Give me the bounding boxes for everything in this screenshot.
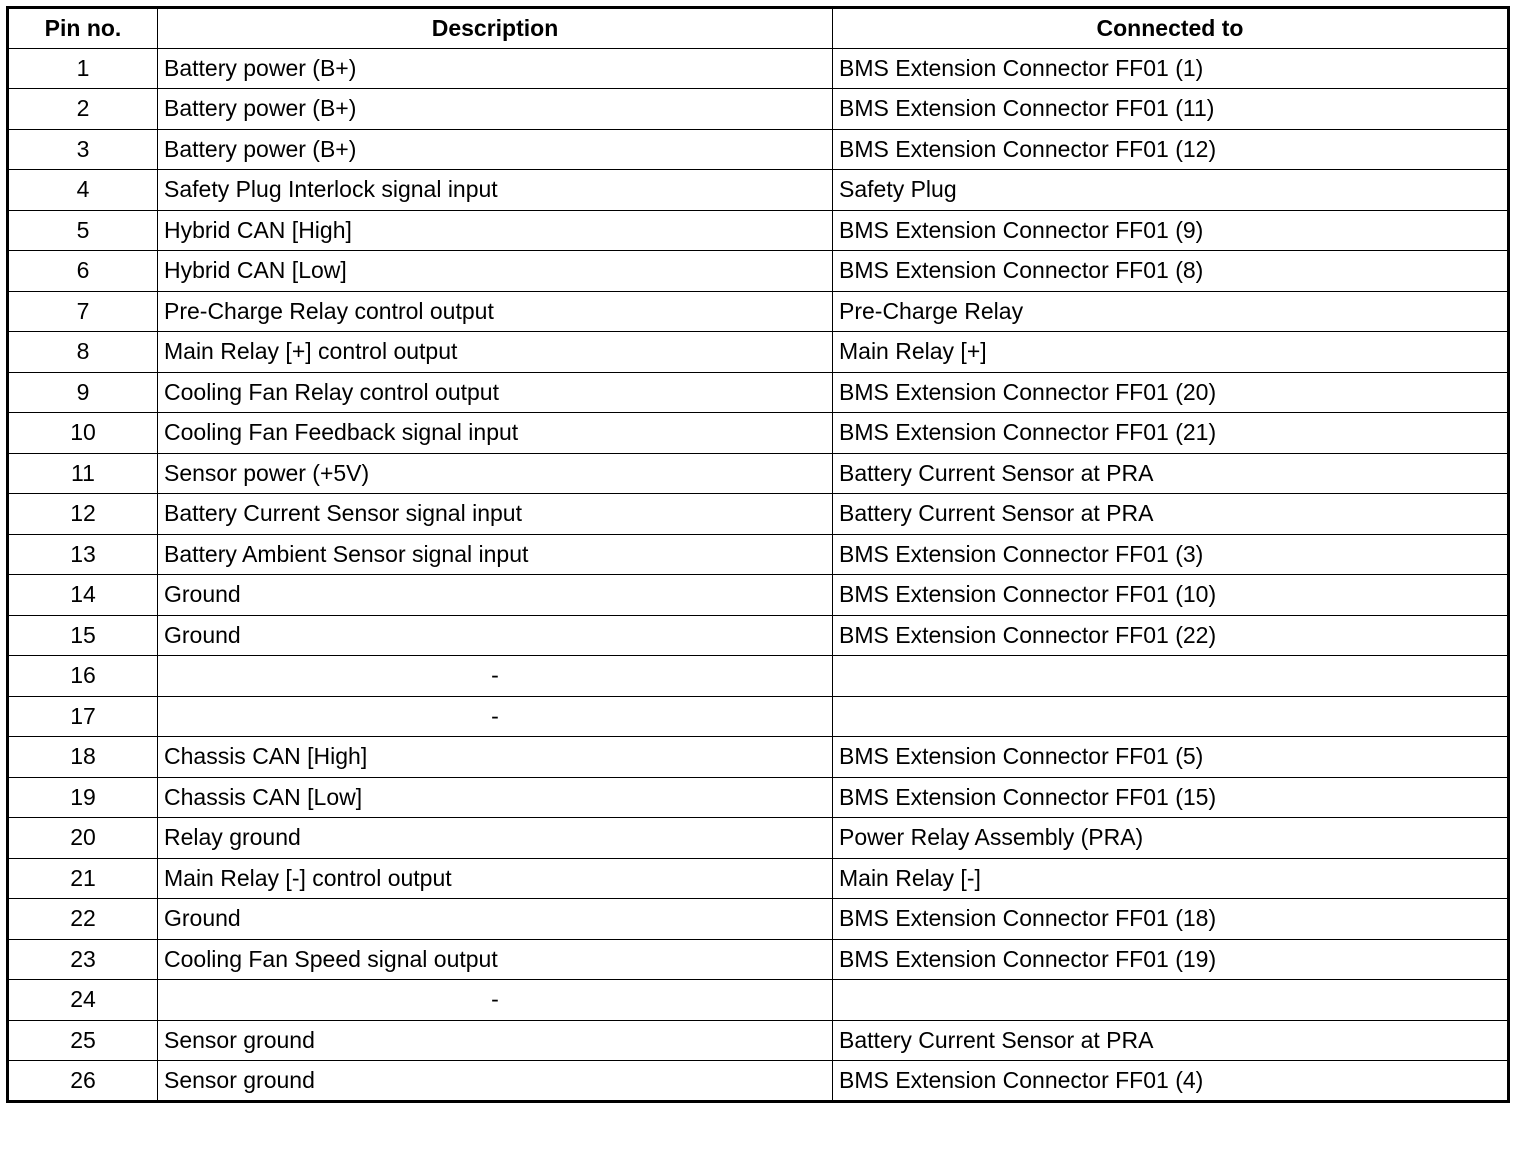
table-row	[8, 170, 1509, 211]
pin-number-cell: 3	[8, 129, 158, 170]
description-cell: Hybrid CAN [Low]	[158, 251, 833, 292]
pin-number-cell: 6	[8, 251, 158, 292]
description-cell: Relay ground	[158, 818, 833, 859]
pin-number-cell: 8	[8, 332, 158, 373]
pin-number-cell: 14	[8, 575, 158, 616]
description-cell: -	[158, 656, 833, 697]
pin-number-cell: 2	[8, 89, 158, 130]
pin-column-header: Pin no.	[8, 8, 158, 49]
connected-to-cell	[833, 696, 1509, 737]
pin-number-cell: 22	[8, 899, 158, 940]
table-row	[8, 210, 1509, 251]
description-cell: Battery power (B+)	[158, 129, 833, 170]
pin-number-cell: 12	[8, 494, 158, 535]
table-row	[8, 575, 1509, 616]
description-cell: Ground	[158, 615, 833, 656]
description-cell: -	[158, 696, 833, 737]
pin-number-cell: 20	[8, 818, 158, 859]
connected-to-cell: Battery Current Sensor at PRA	[833, 494, 1509, 535]
pin-number-cell: 4	[8, 170, 158, 211]
connected-to-cell: Main Relay [-]	[833, 858, 1509, 899]
pin-number-cell: 26	[8, 1061, 158, 1102]
table-row	[8, 939, 1509, 980]
connected-to-cell: BMS Extension Connector FF01 (5)	[833, 737, 1509, 778]
description-cell: Cooling Fan Feedback signal input	[158, 413, 833, 454]
pin-number-cell: 13	[8, 534, 158, 575]
connected-to-cell	[833, 980, 1509, 1021]
table-row	[8, 291, 1509, 332]
connected-to-cell: Battery Current Sensor at PRA	[833, 453, 1509, 494]
pin-number-cell: 23	[8, 939, 158, 980]
pin-number-cell: 1	[8, 48, 158, 89]
table-row	[8, 737, 1509, 778]
description-cell: Safety Plug Interlock signal input	[158, 170, 833, 211]
description-cell: Battery power (B+)	[158, 89, 833, 130]
description-cell: Battery power (B+)	[158, 48, 833, 89]
table-row	[8, 413, 1509, 454]
pin-number-cell: 16	[8, 656, 158, 697]
table-row	[8, 777, 1509, 818]
connected-to-cell: Safety Plug	[833, 170, 1509, 211]
connected-to-cell: Battery Current Sensor at PRA	[833, 1020, 1509, 1061]
connected-to-cell: BMS Extension Connector FF01 (15)	[833, 777, 1509, 818]
connected-to-cell: BMS Extension Connector FF01 (20)	[833, 372, 1509, 413]
pin-number-cell: 15	[8, 615, 158, 656]
table-row	[8, 372, 1509, 413]
description-cell: Cooling Fan Speed signal output	[158, 939, 833, 980]
table-row	[8, 656, 1509, 697]
description-cell: Cooling Fan Relay control output	[158, 372, 833, 413]
pin-rows	[8, 48, 1509, 1101]
connected-to-cell: BMS Extension Connector FF01 (12)	[833, 129, 1509, 170]
pin-number-cell: 19	[8, 777, 158, 818]
table-row	[8, 332, 1509, 373]
connected-to-cell: BMS Extension Connector FF01 (9)	[833, 210, 1509, 251]
pin-number-cell: 21	[8, 858, 158, 899]
table-row	[8, 615, 1509, 656]
table-row	[8, 818, 1509, 859]
table-row	[8, 534, 1509, 575]
pin-number-cell: 24	[8, 980, 158, 1021]
table-row	[8, 858, 1509, 899]
connected-to-cell: BMS Extension Connector FF01 (1)	[833, 48, 1509, 89]
table-row	[8, 129, 1509, 170]
connected-to-cell: BMS Extension Connector FF01 (19)	[833, 939, 1509, 980]
description-cell: Main Relay [-] control output	[158, 858, 833, 899]
description-cell: Ground	[158, 899, 833, 940]
description-cell: Battery Current Sensor signal input	[158, 494, 833, 535]
table-row	[8, 251, 1509, 292]
connected-to-cell: BMS Extension Connector FF01 (10)	[833, 575, 1509, 616]
table-row	[8, 89, 1509, 130]
description-cell: Hybrid CAN [High]	[158, 210, 833, 251]
connected-to-cell: Main Relay [+]	[833, 332, 1509, 373]
description-cell: Sensor ground	[158, 1020, 833, 1061]
description-cell: Sensor ground	[158, 1061, 833, 1102]
table-row	[8, 1061, 1509, 1102]
pin-number-cell: 10	[8, 413, 158, 454]
pin-number-cell: 9	[8, 372, 158, 413]
description-cell: -	[158, 980, 833, 1021]
description-cell: Chassis CAN [Low]	[158, 777, 833, 818]
table-row	[8, 980, 1509, 1021]
pin-number-cell: 25	[8, 1020, 158, 1061]
connected-to-cell: BMS Extension Connector FF01 (21)	[833, 413, 1509, 454]
pin-number-cell: 18	[8, 737, 158, 778]
description-cell: Battery Ambient Sensor signal input	[158, 534, 833, 575]
connected-to-cell	[833, 656, 1509, 697]
connected-to-cell: BMS Extension Connector FF01 (8)	[833, 251, 1509, 292]
pin-number-cell: 5	[8, 210, 158, 251]
connected-to-cell: Pre-Charge Relay	[833, 291, 1509, 332]
table-row	[8, 1020, 1509, 1061]
description-cell: Main Relay [+] control output	[158, 332, 833, 373]
connected-to-cell: BMS Extension Connector FF01 (4)	[833, 1061, 1509, 1102]
table-row	[8, 453, 1509, 494]
header-row	[8, 8, 1509, 49]
table-row	[8, 899, 1509, 940]
connected-to-cell: BMS Extension Connector FF01 (3)	[833, 534, 1509, 575]
table-row	[8, 48, 1509, 89]
pin-number-cell: 7	[8, 291, 158, 332]
table-row	[8, 696, 1509, 737]
table-row	[8, 494, 1509, 535]
connected-to-cell: BMS Extension Connector FF01 (18)	[833, 899, 1509, 940]
description-column-header: Description	[158, 8, 833, 49]
pin-number-cell: 11	[8, 453, 158, 494]
pin-table	[6, 6, 1510, 1103]
pin-number-cell: 17	[8, 696, 158, 737]
connected-to-column-header: Connected to	[833, 8, 1509, 49]
description-cell: Chassis CAN [High]	[158, 737, 833, 778]
description-cell: Pre-Charge Relay control output	[158, 291, 833, 332]
connected-to-cell: Power Relay Assembly (PRA)	[833, 818, 1509, 859]
connected-to-cell: BMS Extension Connector FF01 (22)	[833, 615, 1509, 656]
description-cell: Sensor power (+5V)	[158, 453, 833, 494]
connected-to-cell: BMS Extension Connector FF01 (11)	[833, 89, 1509, 130]
description-cell: Ground	[158, 575, 833, 616]
